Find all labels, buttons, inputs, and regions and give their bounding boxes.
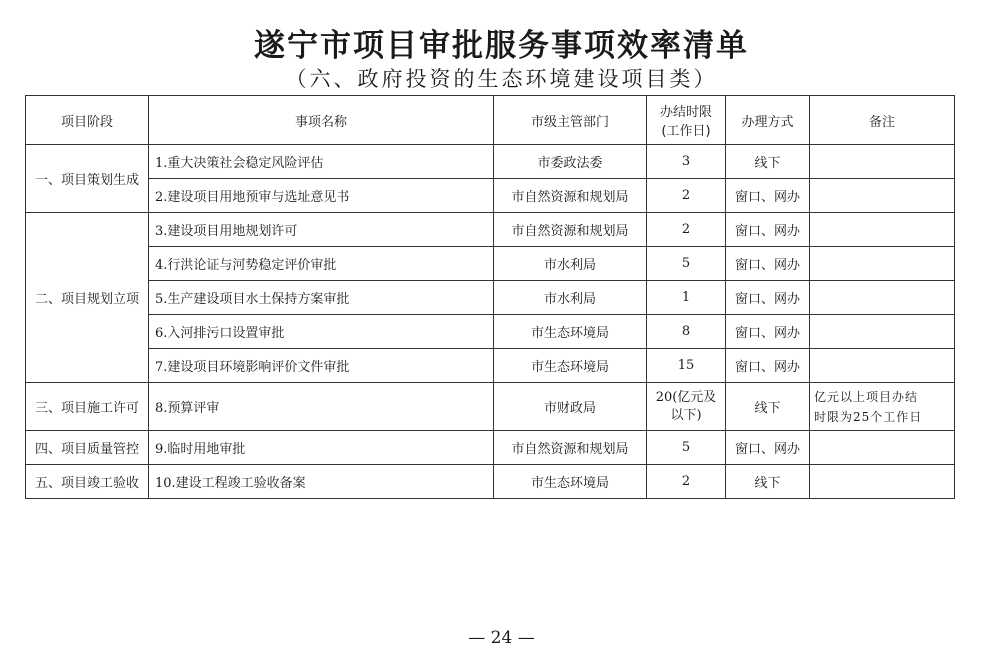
table-row: [26, 315, 955, 349]
days-cell: 2: [647, 465, 726, 499]
item-cell: 7.建设项目环境影响评价文件审批: [149, 349, 494, 383]
dept-cell: 市委政法委: [494, 145, 647, 179]
note-cell: [810, 465, 955, 499]
dept-cell: 市自然资源和规划局: [494, 179, 647, 213]
item-cell: 8.预算评审: [149, 383, 494, 431]
header-note: 备注: [810, 96, 955, 145]
item-cell: 9.临时用地审批: [149, 431, 494, 465]
mode-cell: 窗口、网办: [726, 349, 810, 383]
item-cell: 10.建设工程竣工验收备案: [149, 465, 494, 499]
header-days: [647, 96, 726, 145]
days-cell: 2: [647, 213, 726, 247]
item-cell: 5.生产建设项目水土保持方案审批: [149, 281, 494, 315]
note-cell: [810, 281, 955, 315]
dept-cell: 市水利局: [494, 281, 647, 315]
days-cell: 5: [647, 247, 726, 281]
mode-cell: 窗口、网办: [726, 431, 810, 465]
table-row: [26, 281, 955, 315]
note-cell: [810, 431, 955, 465]
document-title: 遂宁市项目审批服务事项效率清单: [254, 28, 749, 64]
note-cell: [810, 315, 955, 349]
days-cell: 8: [647, 315, 726, 349]
header-dept: 市级主管部门: [494, 96, 647, 145]
item-cell: 6.入河排污口设置审批: [149, 315, 494, 349]
table-row: [26, 179, 955, 213]
header-days-line2: (工作日): [661, 124, 711, 139]
header-mode: 办理方式: [726, 96, 810, 145]
item-cell: 1.重大决策社会稳定风险评估: [149, 145, 494, 179]
item-cell: 2.建设项目用地预审与选址意见书: [149, 179, 494, 213]
note-cell: [810, 145, 955, 179]
note-line2: 时限为25个工作日: [814, 409, 923, 424]
dept-cell: 市生态环境局: [494, 349, 647, 383]
mode-cell: 窗口、网办: [726, 247, 810, 281]
mode-cell: 线下: [726, 465, 810, 499]
mode-cell: 线下: [726, 145, 810, 179]
table-row: [26, 247, 955, 281]
days-cell: 15: [647, 349, 726, 383]
efficiency-table: [25, 95, 955, 499]
table-row: [26, 145, 955, 179]
note-line1: 亿元以上项目办结: [814, 389, 919, 404]
table-row: [26, 465, 955, 499]
dept-cell: 市自然资源和规划局: [494, 431, 647, 465]
header-item: 事项名称: [149, 96, 494, 145]
dept-cell: 市生态环境局: [494, 315, 647, 349]
header-days-line1: 办结时限: [659, 105, 712, 120]
mode-cell: 窗口、网办: [726, 315, 810, 349]
dept-cell: 市财政局: [494, 383, 647, 431]
item-cell: 3.建设项目用地规划许可: [149, 213, 494, 247]
dept-cell: 市自然资源和规划局: [494, 213, 647, 247]
dept-cell: 市生态环境局: [494, 465, 647, 499]
mode-cell: 窗口、网办: [726, 213, 810, 247]
days-line1: 20(亿元及: [655, 389, 717, 405]
stage-cell: 二、项目规划立项: [26, 213, 149, 383]
stage-cell: 四、项目质量管控: [26, 431, 149, 465]
days-cell: 1: [647, 281, 726, 315]
days-cell: [647, 383, 726, 431]
dept-cell: 市水利局: [494, 247, 647, 281]
table-row: [26, 383, 955, 431]
days-line2: 以下): [670, 407, 702, 423]
document-subtitle: （六、政府投资的生态环境建设项目类）: [285, 67, 718, 91]
mode-cell: 线下: [726, 383, 810, 431]
table-row: [26, 213, 955, 247]
days-cell: 3: [647, 145, 726, 179]
table-row: [26, 349, 955, 383]
note-cell: [810, 349, 955, 383]
page-number: — 24 —: [468, 628, 535, 648]
item-cell: 4.行洪论证与河势稳定评价审批: [149, 247, 494, 281]
stage-cell: 五、项目竣工验收: [26, 465, 149, 499]
days-cell: 2: [647, 179, 726, 213]
table-row: [26, 431, 955, 465]
stage-cell: 一、项目策划生成: [26, 145, 149, 213]
stage-cell: 三、项目施工许可: [26, 383, 149, 431]
header-stage: 项目阶段: [26, 96, 149, 145]
note-cell: [810, 179, 955, 213]
note-cell: [810, 213, 955, 247]
note-cell: [810, 383, 955, 431]
table-header-row: [26, 96, 955, 145]
mode-cell: 窗口、网办: [726, 281, 810, 315]
days-cell: 5: [647, 431, 726, 465]
note-cell: [810, 247, 955, 281]
mode-cell: 窗口、网办: [726, 179, 810, 213]
